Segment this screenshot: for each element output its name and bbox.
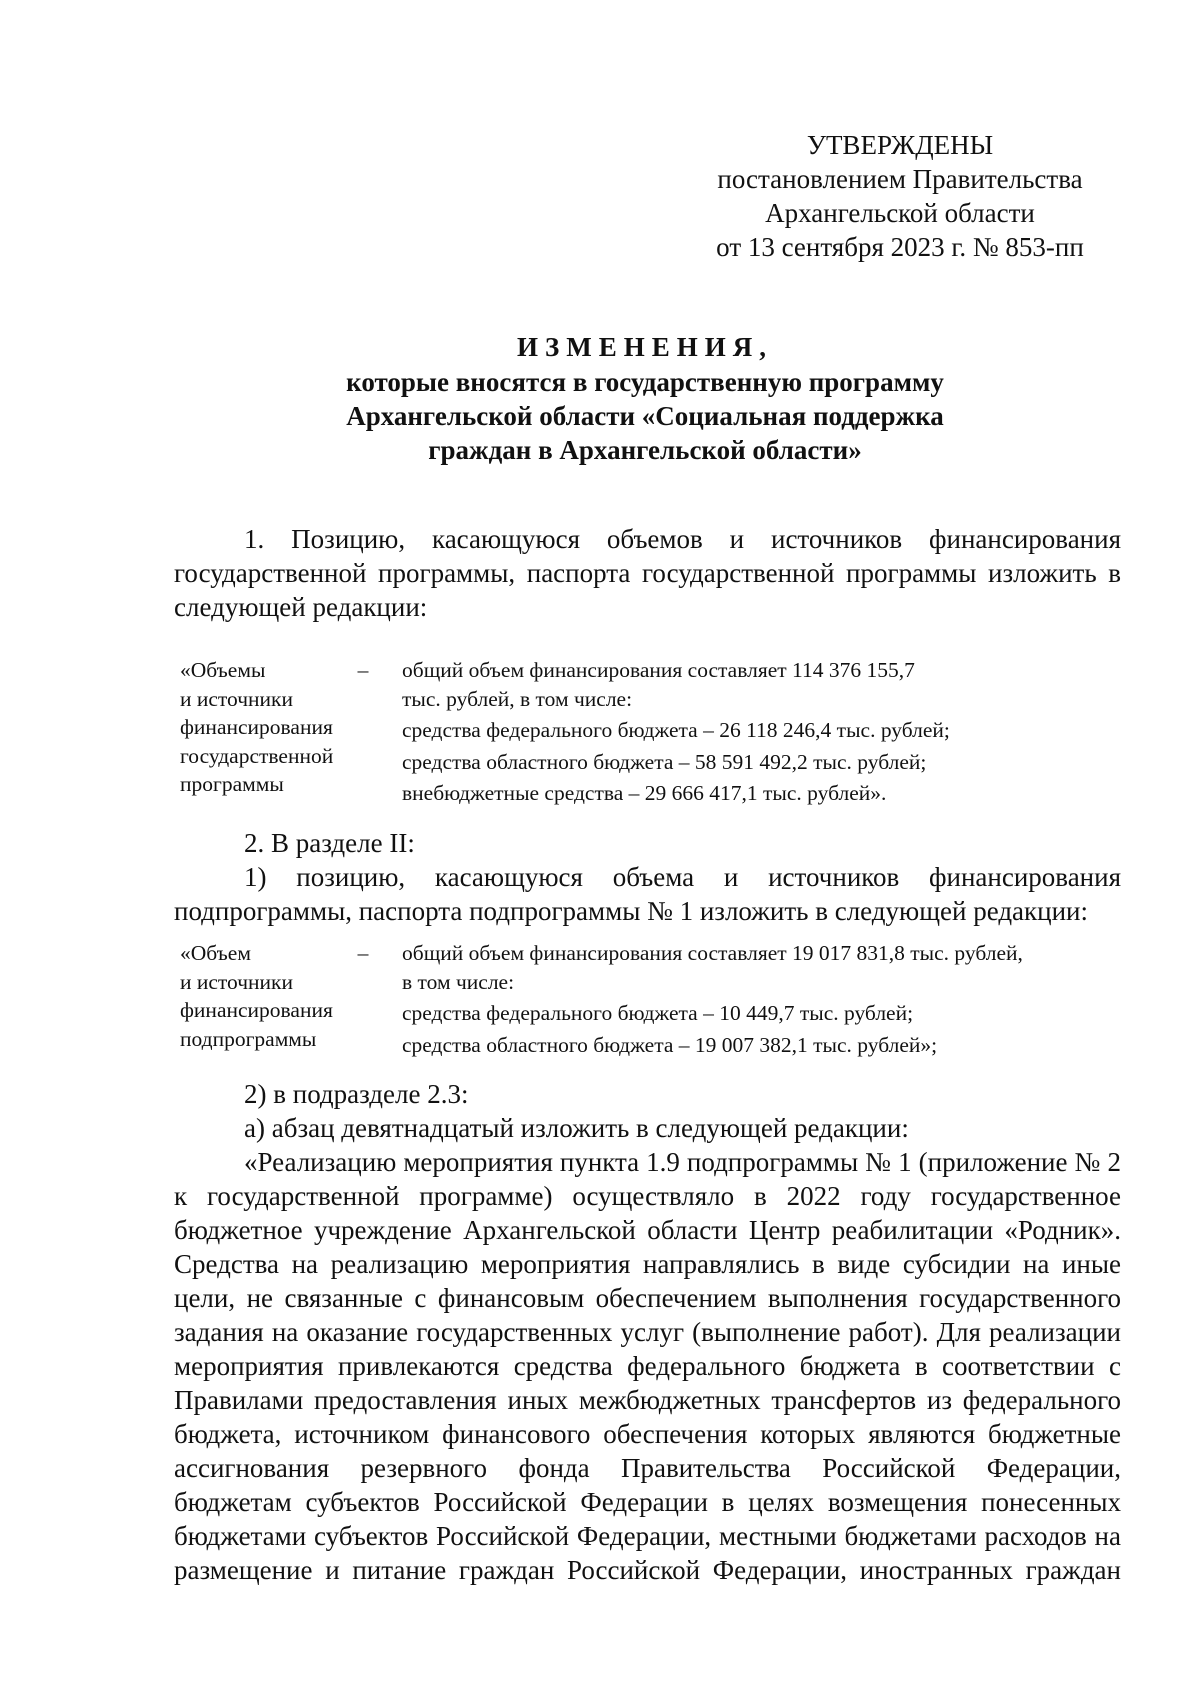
- item-2-heading: 2. В разделе II:: [244, 828, 415, 858]
- title-line: Архангельской области «Социальная поддержка: [346, 401, 944, 431]
- item-2-sub-1: 1) позицию, касающуюся объема и источников финансирования подпрограммы, паспорта подпрограммы № 1 изложить в следующей редакции:: [174, 862, 1121, 926]
- quoted-paragraph: «Реализацию мероприятия пункта 1.9 подпрограммы № 1 (приложение № 2 к государственной программе) осуществляло в 2022 году государственное бюджетное учреждение Архангельской области Центр реабилитации «Родник». Средства на реализацию мероприятия направлялись в виде субсидии на иные цели, не связанные с финансовым обеспечением выполнения государственного задания на оказание государственных услуг (выполнение работ). Для реализации мероприятия привлекаются средства федерального бюджета в соответствии с Правилами предоставления иных межбюджетных трансфертов из федерального бюджета, источником финансового обеспечения которых являются бюджетные ассигнования резервного фонда Правительства Российской Федерации, бюджетам субъектов Российской Федерации в целях возмещения понесенных бюджетами субъектов Российской Федерации, местными бюджетами расходов на размещение и питание граждан Российской Федерации, иностранных граждан: [174, 1147, 1121, 1585]
- table-label-line: государственной: [180, 743, 334, 768]
- item-1: [174, 522, 1121, 624]
- item-2-sub-2-a: а) абзац девятнадцатый изложить в следующей редакции:: [244, 1113, 909, 1143]
- approval-block: [690, 128, 1110, 264]
- item-1-text: 1. Позицию, касающуюся объемов и источников финансирования государственной программы, паспорта государственной программы изложить в следующей редакции:: [174, 524, 1121, 622]
- table-value-line: общий объем финансирования составляет 19 017 831,8 тыс. рублей,: [402, 941, 1023, 965]
- approval-heading: УТВЕРЖДЕНЫ: [806, 130, 994, 160]
- approval-line: Архангельской области: [765, 198, 1035, 228]
- table-value-line: средства федерального бюджета – 10 449,7 тыс. рублей;: [402, 1001, 914, 1025]
- table-value-line: в том числе:: [402, 969, 515, 994]
- document-title: [180, 330, 1110, 467]
- item-2-sub-2-heading: 2) в подразделе 2.3:: [244, 1079, 469, 1109]
- title-line: граждан в Архангельской области»: [428, 435, 862, 465]
- item-2-sub-2: [174, 1077, 1121, 1587]
- table-label: [180, 939, 350, 1053]
- title-heading: ИЗМЕНЕНИЯ,: [516, 332, 773, 362]
- table-label: [180, 656, 350, 799]
- table-label-line: финансирования: [180, 998, 333, 1022]
- approval-date-number: от 13 сентября 2023 г. № 853-пп: [716, 232, 1084, 262]
- table-dash: –: [357, 941, 369, 965]
- item-2: [174, 826, 1121, 928]
- table-value-line: средства федерального бюджета – 26 118 246,4 тыс. рублей;: [402, 718, 950, 742]
- table-label-line: подпрограммы: [180, 1026, 317, 1051]
- table-value-line: тыс. рублей, в том числе:: [402, 686, 633, 711]
- table-value-line: средства областного бюджета – 58 591 492,2 тыс. рублей;: [402, 749, 927, 774]
- table-values: [402, 939, 1132, 1059]
- table-value-line: внебюджетные средства – 29 666 417,1 тыс. рублей».: [402, 781, 887, 805]
- table-values: [402, 656, 1132, 808]
- table-label-line: финансирования: [180, 715, 333, 739]
- passport-table-subprogram: [180, 939, 1130, 1061]
- table-label-line: и источники: [180, 969, 294, 994]
- table-label-line: «Объем: [180, 941, 251, 965]
- table-label-line: программы: [180, 772, 284, 796]
- title-line: которые вносятся в государственную программу: [346, 367, 944, 397]
- table-dash: –: [357, 658, 369, 682]
- table-value-line: общий объем финансирования составляет 114 376 155,7: [402, 658, 915, 682]
- table-label-line: «Объемы: [180, 658, 266, 682]
- table-value-line: средства областного бюджета – 19 007 382,1 тыс. рублей»;: [402, 1032, 938, 1057]
- passport-table-program: [180, 656, 1130, 806]
- table-label-line: и источники: [180, 686, 294, 711]
- approval-line: постановлением Правительства: [717, 164, 1083, 194]
